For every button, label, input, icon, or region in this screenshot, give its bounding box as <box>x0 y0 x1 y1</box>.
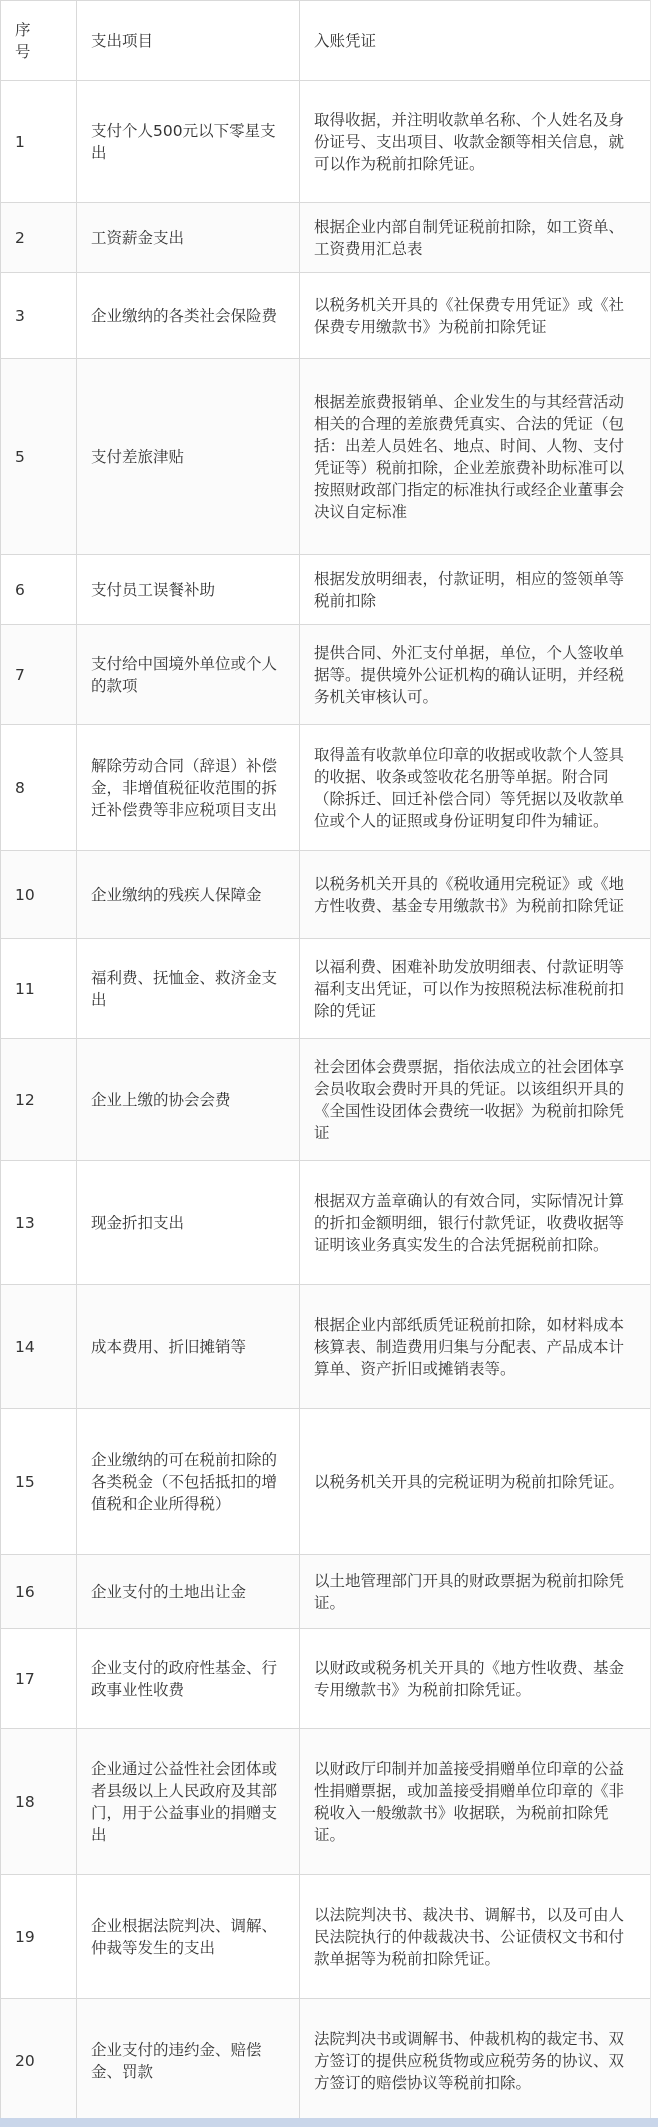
table-row <box>1 1285 651 1409</box>
row-voucher: 取得盖有收款单位印章的收据或收款个人签具的收据、收条或签收花名册等单据。附合同（除拆迁、回迁补偿合同）等凭据以及收款单位或个人的证照或身份证明复印件为辅证。 <box>300 725 651 851</box>
row-voucher: 法院判决书或调解书、仲裁机构的裁定书、双方签订的提供应税货物或应税劳务的协议、双方签订的赔偿协议等税前扣除。 <box>300 1999 651 2124</box>
table-row <box>1 1555 651 1629</box>
row-item: 解除劳动合同（辞退）补偿金，非增值税征收范围的拆迁补偿费等非应税项目支出 <box>77 725 300 851</box>
row-voucher: 以福利费、困难补助发放明细表、付款证明等福利支出凭证，可以作为按照税法标准税前扣除的凭证 <box>300 939 651 1039</box>
row-voucher: 以财政厅印制并加盖接受捐赠单位印章的公益性捐赠票据，或加盖接受捐赠单位印章的《非税收入一般缴款书》收据联，为税前扣除凭证。 <box>300 1729 651 1875</box>
row-item: 企业根据法院判决、调解、仲裁等发生的支出 <box>77 1875 300 1999</box>
header-voucher: 入账凭证 <box>300 1 651 81</box>
row-item: 企业支付的土地出让金 <box>77 1555 300 1629</box>
table-row <box>1 359 651 555</box>
row-number: 2 <box>1 203 77 273</box>
row-voucher: 根据企业内部纸质凭证税前扣除，如材料成本核算表、制造费用归集与分配表、产品成本计算单、资产折旧或摊销表等。 <box>300 1285 651 1409</box>
table-row <box>1 81 651 203</box>
row-item: 企业支付的政府性基金、行政事业性收费 <box>77 1629 300 1729</box>
row-item: 支付员工误餐补助 <box>77 555 300 625</box>
table-row <box>1 1729 651 1875</box>
table-row <box>1 725 651 851</box>
row-voucher: 以税务机关开具的《税收通用完税证》或《地方性收费、基金专用缴款书》为税前扣除凭证 <box>300 851 651 939</box>
table-row <box>1 851 651 939</box>
table-body <box>1 81 651 2124</box>
row-voucher: 提供合同、外汇支付单据，单位，个人签收单据等。提供境外公证机构的确认证明，并经税务机关审核认可。 <box>300 625 651 725</box>
row-item: 企业通过公益性社会团体或者县级以上人民政府及其部门，用于公益事业的捐赠支出 <box>77 1729 300 1875</box>
row-number: 7 <box>1 625 77 725</box>
row-voucher-text: 以税务机关开具的《社保费专用凭证》或《社保费专用缴款书》为税前扣除凭证 <box>314 295 625 336</box>
row-number: 19 <box>1 1875 77 1999</box>
row-voucher: 根据企业内部自制凭证税前扣除，如工资单、工资费用汇总表 <box>300 203 651 273</box>
table-row <box>1 1039 651 1161</box>
right-edge-line <box>650 0 651 2118</box>
row-item: 支付个人500元以下零星支出 <box>77 81 300 203</box>
row-item: 成本费用、折旧摊销等 <box>77 1285 300 1409</box>
row-voucher: 以财政或税务机关开具的《地方性收费、基金专用缴款书》为税前扣除凭证。 <box>300 1629 651 1729</box>
row-item: 工资薪金支出 <box>77 203 300 273</box>
row-number: 16 <box>1 1555 77 1629</box>
row-item: 福利费、抚恤金、救济金支出 <box>77 939 300 1039</box>
row-item: 支付差旅津贴 <box>77 359 300 555</box>
row-number: 10 <box>1 851 77 939</box>
row-number: 1 <box>1 81 77 203</box>
row-voucher: 以税务机关开具的完税证明为税前扣除凭证。 <box>300 1409 651 1555</box>
header-row <box>1 1 651 81</box>
row-voucher: 以法院判决书、裁决书、调解书，以及可由人民法院执行的仲裁裁决书、公证债权文书和付款单据等为税前扣除凭证。 <box>300 1875 651 1999</box>
row-number: 17 <box>1 1629 77 1729</box>
row-item: 企业缴纳的各类社会保险费 <box>77 273 300 359</box>
row-number: 20 <box>1 1999 77 2124</box>
row-voucher: 社会团体会费票据，指依法成立的社会团体享会员收取会费时开具的凭证。以该组织开具的《全国性设团体会费统一收据》为税前扣除凭证 <box>300 1039 651 1161</box>
row-voucher: 根据差旅费报销单、企业发生的与其经营活动相关的合理的差旅费凭真实、合法的凭证（包括：出差人员姓名、地点、时间、人物、支付凭证等）税前扣除，企业差旅费补助标准可以按照财政部门指定的标准执行或经企业董事会决议自定标准 <box>300 359 651 555</box>
row-number: 5 <box>1 359 77 555</box>
row-voucher: 根据发放明细表，付款证明，相应的签领单等税前扣除 <box>300 555 651 625</box>
header-item: 支出项目 <box>77 1 300 81</box>
table-row <box>1 1875 651 1999</box>
row-number: 11 <box>1 939 77 1039</box>
table-row <box>1 1161 651 1285</box>
table-row <box>1 203 651 273</box>
table-row <box>1 1999 651 2124</box>
row-item: 企业缴纳的可在税前扣除的各类税金（不包括抵扣的增值税和企业所得税） <box>77 1409 300 1555</box>
row-number: 18 <box>1 1729 77 1875</box>
table-row <box>1 1409 651 1555</box>
row-number: 13 <box>1 1161 77 1285</box>
header-no: 序 号 <box>1 1 77 81</box>
row-item: 现金折扣支出 <box>77 1161 300 1285</box>
bottom-bar <box>0 2118 658 2127</box>
row-voucher: 根据双方盖章确认的有效合同，实际情况计算的折扣金额明细，银行付款凭证，收费收据等证明该业务真实发生的合法凭据税前扣除。 <box>300 1161 651 1285</box>
row-voucher: 以土地管理部门开具的财政票据为税前扣除凭证。 <box>300 1555 651 1629</box>
table-row <box>1 555 651 625</box>
row-item: 企业缴纳的残疾人保障金 <box>77 851 300 939</box>
row-number: 8 <box>1 725 77 851</box>
row-number: 12 <box>1 1039 77 1161</box>
table-row <box>1 273 651 359</box>
row-item: 企业上缴的协会会费 <box>77 1039 300 1161</box>
table-row <box>1 1629 651 1729</box>
table-row <box>1 625 651 725</box>
row-number: 15 <box>1 1409 77 1555</box>
row-item: 支付给中国境外单位或个人的款项 <box>77 625 300 725</box>
row-number: 3 <box>1 273 77 359</box>
row-voucher <box>300 273 651 359</box>
row-number: 6 <box>1 555 77 625</box>
row-voucher: 取得收据，并注明收款单名称、个人姓名及身份证号、支出项目、收款金额等相关信息，就可以作为税前扣除凭证。 <box>300 81 651 203</box>
row-number: 14 <box>1 1285 77 1409</box>
table-row <box>1 939 651 1039</box>
row-item: 企业支付的违约金、赔偿金、罚款 <box>77 1999 300 2124</box>
